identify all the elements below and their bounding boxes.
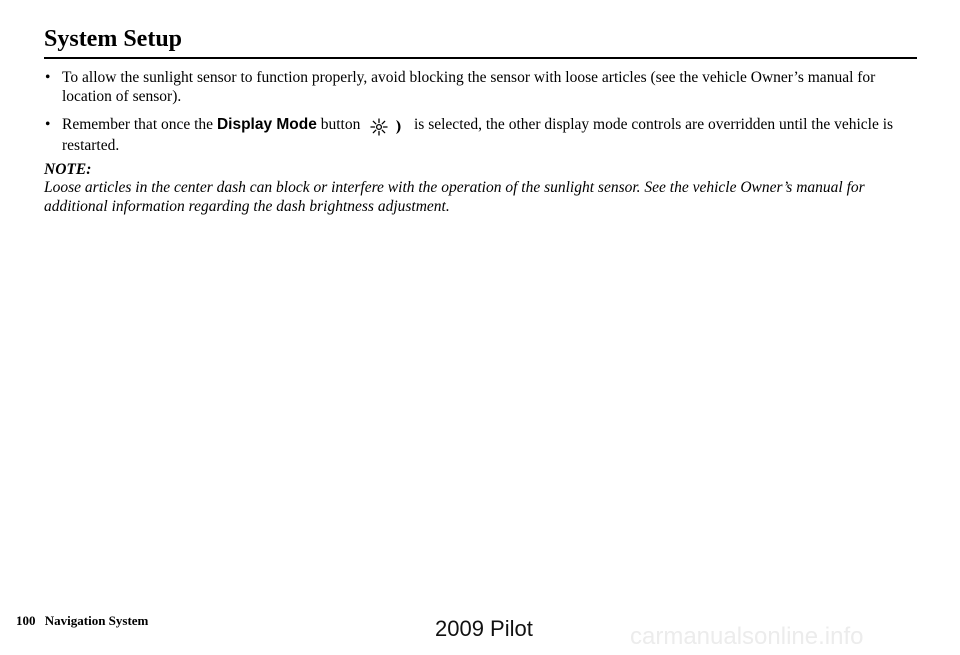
section-name: Navigation System	[44, 613, 149, 628]
bullet-text-middle: button	[320, 116, 361, 133]
bullet-text-before: Remember that once the	[62, 116, 214, 133]
list-item	[44, 69, 919, 106]
list-item	[44, 116, 919, 155]
sun-moon-icon	[368, 118, 404, 137]
page-footer	[16, 613, 148, 629]
sun-icon	[368, 118, 390, 136]
bullet-list	[44, 69, 919, 165]
title-divider	[44, 57, 917, 59]
bullet-dot: •	[45, 69, 51, 86]
page-number: 100	[16, 613, 36, 628]
note-heading: NOTE:	[44, 161, 92, 178]
site-watermark: carmanualsonline.info	[630, 623, 864, 650]
bullet-dot: •	[45, 116, 51, 133]
bullet-text: To allow the sunlight sensor to function properly, avoid blocking the sensor with loose articles (see the vehicle Owner’s manual for location of sensor).	[62, 69, 876, 105]
bullet-text-after: is selected, the other display mode controls are overridden until the vehicle is restarted.	[62, 116, 894, 154]
model-watermark: 2009 Pilot	[435, 616, 533, 641]
display-mode-label: Display Mode	[216, 116, 317, 133]
note-body: Loose articles in the center dash can block or interfere with the operation of the sunlight sensor. See the vehicle Owner’s manual for additional information regarding the dash brightness adjustment.	[44, 179, 865, 215]
page-title: System Setup	[44, 26, 183, 52]
moon-icon	[394, 118, 404, 136]
